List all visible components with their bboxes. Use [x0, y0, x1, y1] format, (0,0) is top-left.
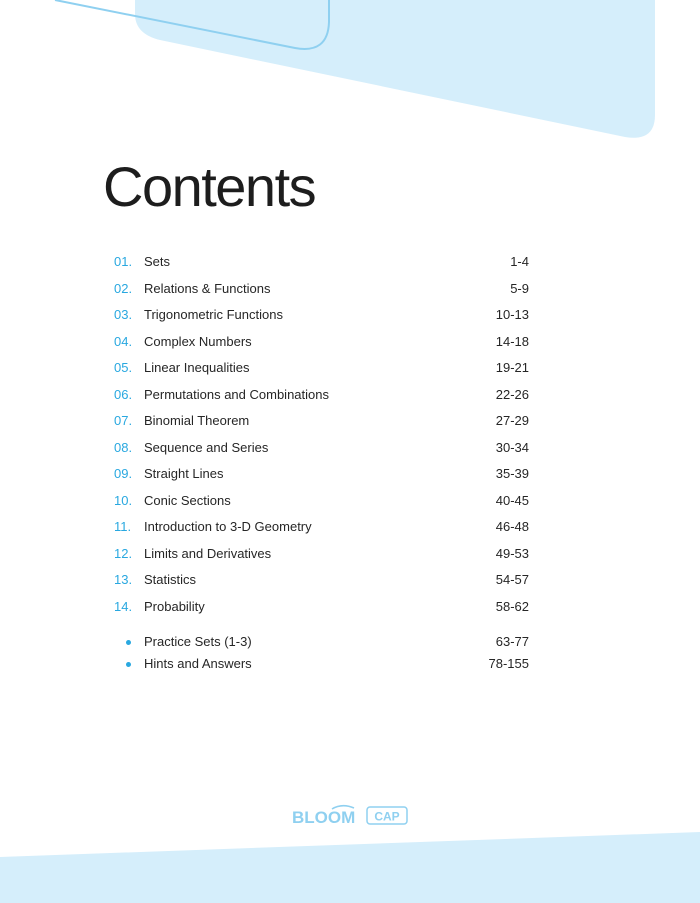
toc-row[interactable] [114, 408, 529, 435]
chapter-number: 03. [114, 307, 133, 322]
chapter-title: Linear Inequalities [144, 360, 250, 375]
chapter-number: 01. [114, 254, 133, 269]
chapter-number: 07. [114, 413, 133, 428]
chapter-title: Conic Sections [144, 492, 231, 508]
chapter-title: Sets [144, 254, 171, 269]
page-title: Contents [103, 155, 316, 218]
chapter-pages: 35-39 [495, 466, 529, 481]
chapter-number: 11. [114, 519, 132, 534]
extra-title: Hints and Answers [144, 656, 252, 671]
chapter-pages: 5-9 [510, 280, 529, 296]
chapter-pages: 46-48 [495, 519, 529, 534]
extra-pages: 63-77 [495, 634, 529, 649]
toc-row[interactable] [114, 594, 529, 621]
chapter-pages: 27-29 [495, 413, 529, 428]
chapter-title: Sequence and Series [144, 439, 269, 455]
chapter-title: Trigonometric Functions [144, 307, 283, 322]
chapter-number: 06. [114, 386, 133, 402]
footer-decoration [0, 820, 700, 903]
chapter-pages: 40-45 [495, 492, 529, 508]
chapter-number: 09. [114, 466, 133, 481]
chapter-pages: 58-62 [495, 598, 529, 614]
extras-list [114, 631, 529, 675]
chapter-title: Introduction to 3-D Geometry [144, 519, 312, 534]
chapter-title: Binomial Theorem [144, 413, 250, 428]
chapter-pages: 19-21 [495, 360, 529, 375]
chapter-number: 12. [114, 545, 133, 561]
chapter-pages: 49-53 [495, 545, 529, 561]
chapter-title: Probability [144, 598, 205, 614]
chapter-number: 05. [114, 360, 133, 375]
extra-row[interactable] [114, 631, 529, 653]
toc-row[interactable] [114, 276, 529, 303]
chapter-number: 10. [114, 492, 133, 508]
toc-row[interactable] [114, 382, 529, 409]
chapter-pages: 10-13 [495, 307, 529, 322]
chapter-title: Statistics [144, 572, 197, 587]
toc-row[interactable] [114, 435, 529, 462]
chapter-title: Permutations and Combinations [144, 386, 329, 402]
bullet-icon [126, 662, 131, 667]
toc-row[interactable] [114, 302, 529, 329]
bullet-icon [126, 640, 131, 645]
extra-pages: 78-155 [488, 656, 529, 671]
chapter-pages: 14-18 [495, 333, 529, 349]
chapter-number: 14. [114, 598, 133, 614]
chapter-number: 04. [114, 333, 133, 349]
toc-row[interactable] [114, 541, 529, 568]
toc-row[interactable] [114, 488, 529, 515]
chapter-pages: 1-4 [510, 254, 529, 269]
chapter-number: 13. [114, 572, 133, 587]
toc-row[interactable] [114, 567, 529, 594]
chapter-title: Limits and Derivatives [144, 545, 272, 561]
toc-row[interactable] [114, 249, 529, 276]
logo-brand: BLOOM [292, 808, 356, 826]
chapter-pages: 30-34 [495, 439, 529, 455]
toc-row[interactable] [114, 329, 529, 356]
chapter-pages: 54-57 [495, 572, 529, 587]
chapter-title: Complex Numbers [144, 333, 252, 349]
extra-row[interactable] [114, 653, 529, 675]
chapter-number: 02. [114, 280, 133, 296]
toc-row[interactable] [114, 461, 529, 488]
chapter-pages: 22-26 [495, 386, 529, 402]
header-decoration [0, 0, 700, 150]
toc-row[interactable] [114, 514, 529, 541]
chapter-title: Straight Lines [144, 466, 224, 481]
toc-row[interactable] [114, 355, 529, 382]
extra-title: Practice Sets (1-3) [144, 634, 252, 649]
bloomcap-logo [292, 804, 408, 826]
chapter-title: Relations & Functions [144, 280, 271, 296]
logo-tag: CAP [374, 809, 400, 824]
chapter-number: 08. [114, 439, 133, 455]
table-of-contents [114, 249, 529, 620]
